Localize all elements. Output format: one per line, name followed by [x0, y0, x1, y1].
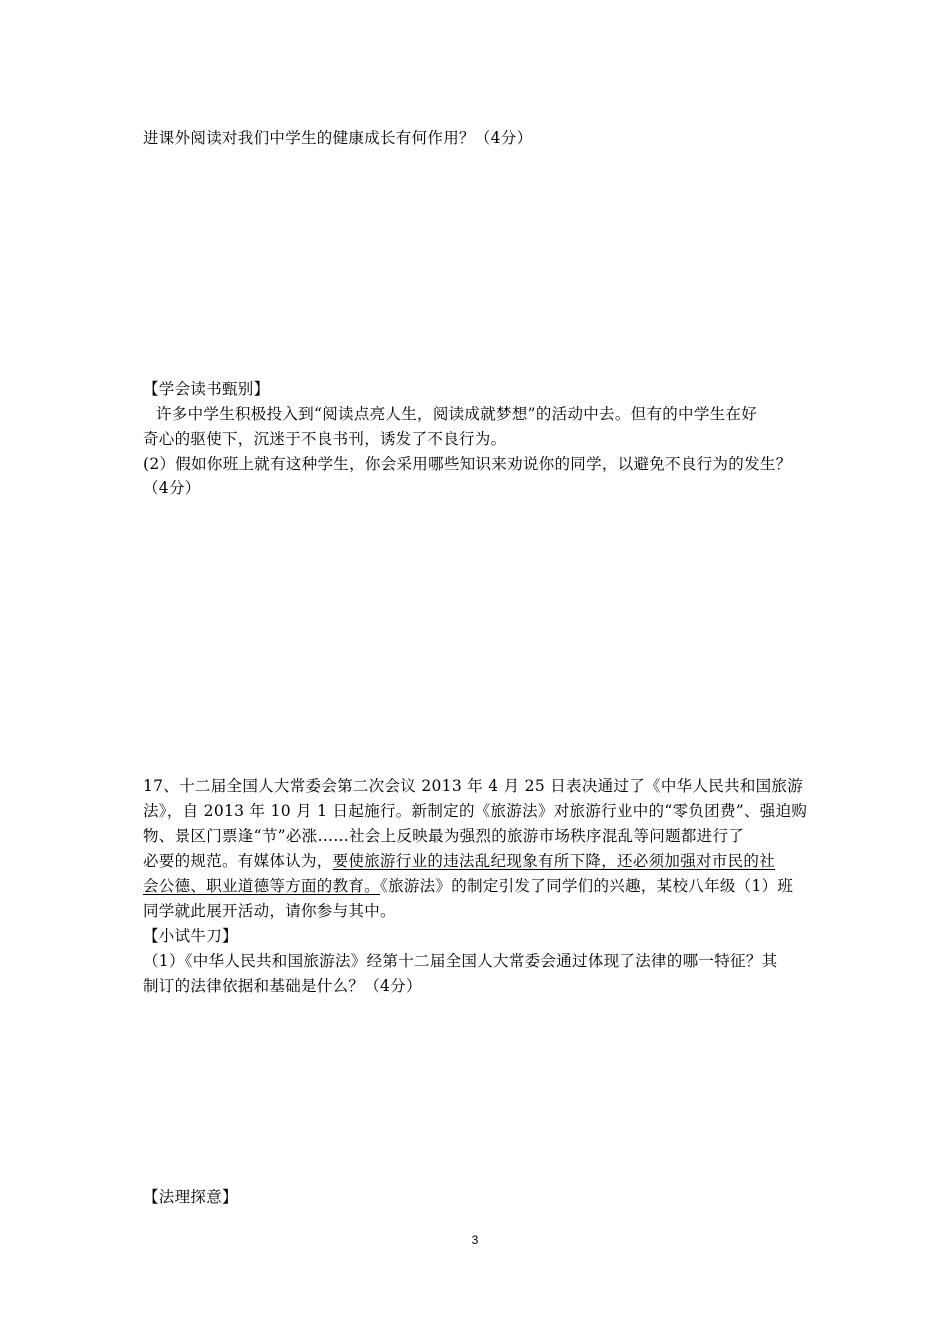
question-17-line-5	[143, 874, 793, 896]
question-2-line-1: (2）假如你班上就有这种学生，你会采用哪些知识来劝说你的同学，以避免不良行为的发生？	[143, 455, 792, 473]
reading-paragraph-line-1: 许多中学生积极投入到“阅读点亮人生，阅读成就梦想”的活动中去。但有的中学生在好	[156, 405, 758, 423]
question-16-tail: 进课外阅读对我们中学生的健康成长有何作用？（4分）	[143, 129, 533, 147]
question-17-line-4	[143, 849, 775, 871]
section-heading-law: 【法理探意】	[143, 1188, 238, 1206]
page-number: 3	[471, 1233, 479, 1247]
question-17-line-6: 同学就此展开活动，请你参与其中。	[143, 902, 396, 920]
question-1-line-1: （1）《中华人民共和国旅游法》经第十二届全国人大常委会通过体现了法律的哪一特征？其	[143, 952, 778, 970]
question-1-line-2: 制订的法律依据和基础是什么？（4分）	[143, 977, 422, 995]
q17-line-5-text: 《旅游法》的制定引发了同学们的兴趣，某校八年级（1）班	[380, 877, 794, 895]
question-2-line-2: （4分）	[143, 479, 201, 497]
reading-paragraph-line-2: 奇心的驱使下，沉迷于不良书刊，诱发了不良行为。	[143, 430, 507, 448]
section-heading-trial: 【小试牛刀】	[143, 927, 238, 945]
q17-underlined-phrase-part-1: 要使旅游行业的违法乱纪现象有所下降，还必须加强对市民的社	[332, 852, 776, 870]
q17-line-4-text: 必要的规范。有媒体认为，	[143, 852, 333, 870]
question-17-line-1: 17、十二届全国人大常委会第二次会议 2013 年 4 月 25 日表决通过了《中华人民共和国旅游	[143, 777, 804, 795]
q17-underlined-phrase-part-2: 会公德、职业道德等方面的教育。	[143, 877, 381, 895]
question-17-line-2: 法》，自 2013 年 10 月 1 日起施行。新制定的《旅游法》对旅游行业中的“零负团费”、强迫购	[143, 802, 808, 820]
section-heading-reading: 【学会读书甄别】	[143, 380, 270, 398]
question-17-line-3: 物、景区门票逢“节”必涨……社会上反映最为强烈的旅游市场秩序混乱等问题都进行了	[143, 827, 745, 845]
